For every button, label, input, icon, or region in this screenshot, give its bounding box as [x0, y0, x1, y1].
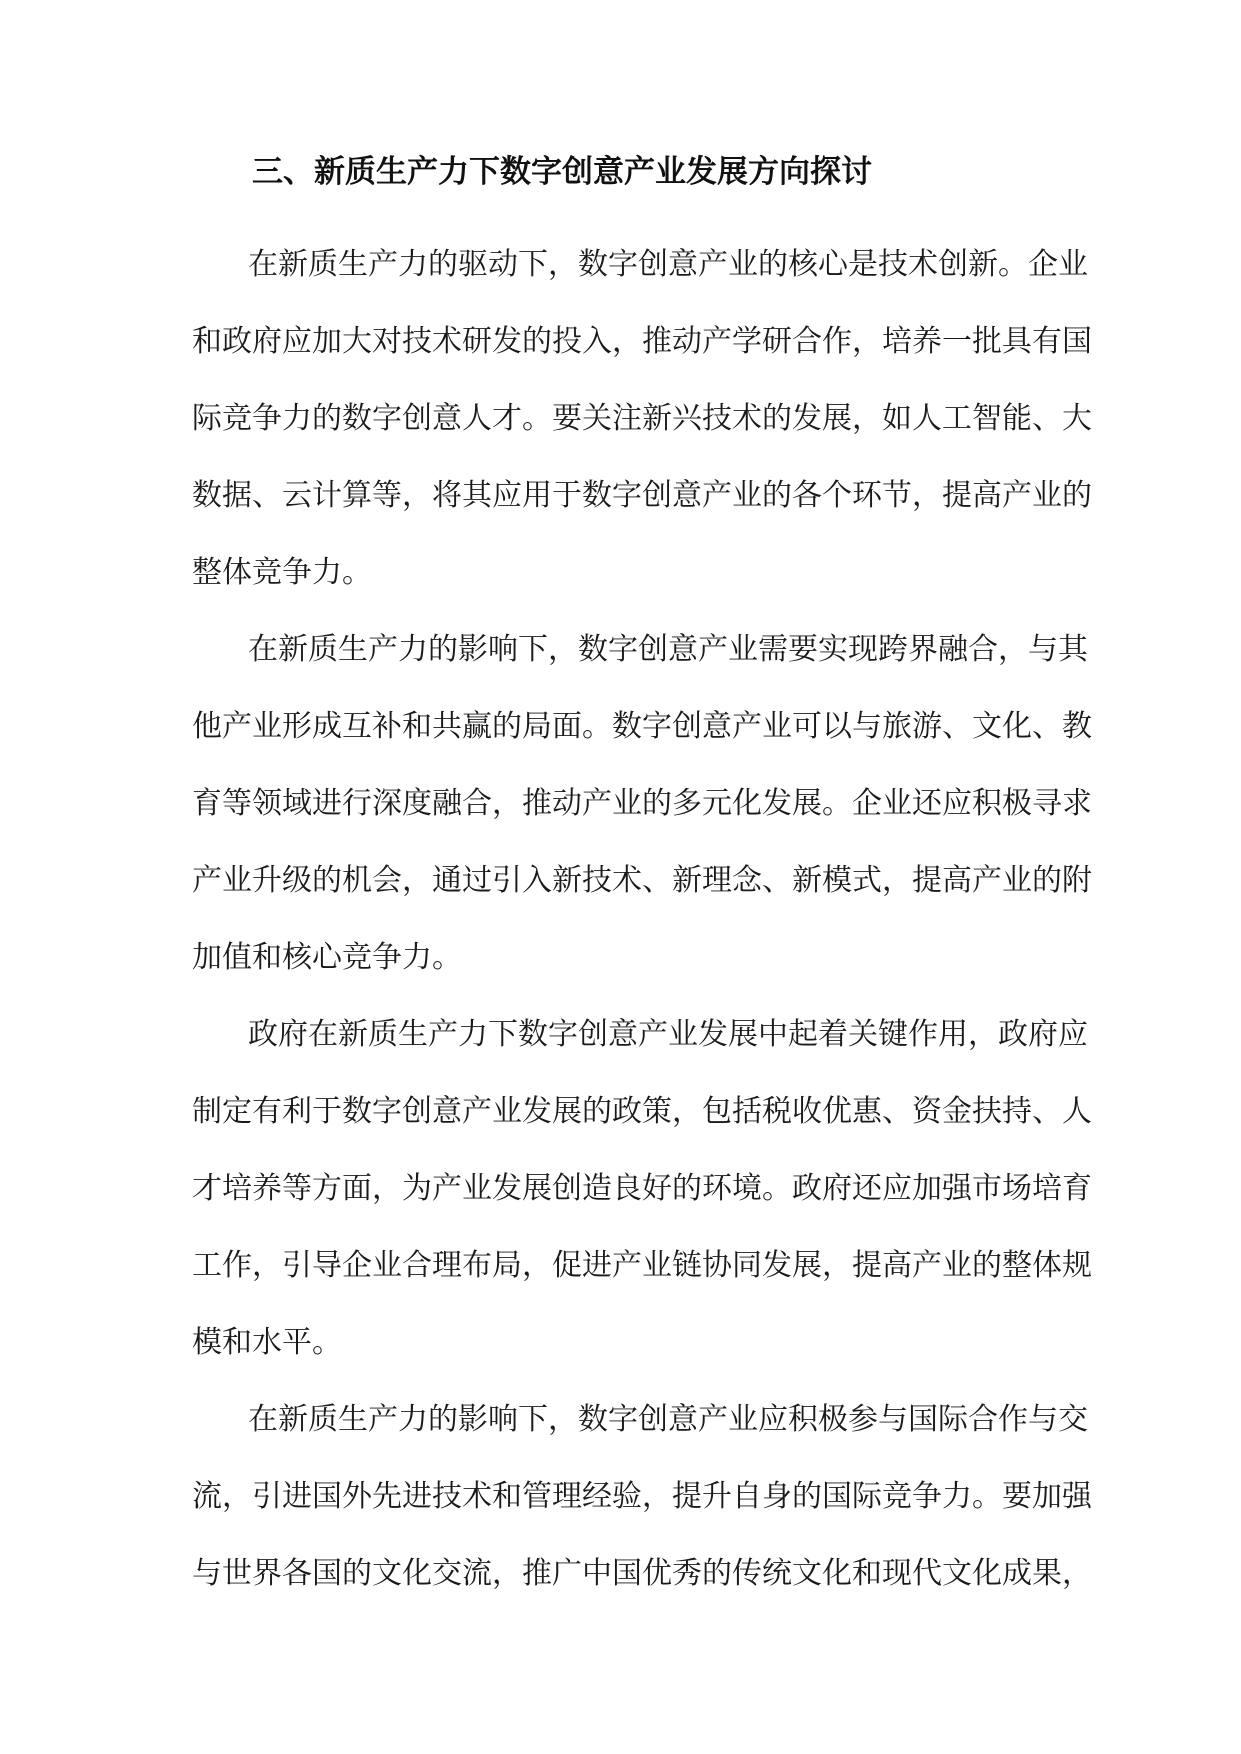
paragraph-line: 在新质生产力的影响下，数字创意产业需要实现跨界融合，与其	[248, 632, 1088, 667]
paragraph-line: 在新质生产力的驱动下，数字创意产业的核心是技术创新。企业	[248, 247, 1088, 282]
paragraph-line: 制定有利于数字创意产业发展的政策，包括税收优惠、资金扶持、人	[192, 1094, 1092, 1129]
paragraph-line: 际竞争力的数字创意人才。要关注新兴技术的发展，如人工智能、大	[192, 401, 1092, 436]
paragraph-line: 整体竞争力。	[192, 555, 372, 590]
paragraph-line: 模和水平。	[192, 1325, 342, 1360]
paragraph-line: 才培养等方面，为产业发展创造良好的环境。政府还应加强市场培育	[192, 1171, 1092, 1206]
paragraph-line: 与世界各国的文化交流，推广中国优秀的传统文化和现代文化成果，	[192, 1556, 1092, 1591]
paragraph-line: 工作，引导企业合理布局，促进产业链协同发展，提高产业的整体规	[192, 1248, 1092, 1283]
paragraph-line: 加值和核心竞争力。	[192, 940, 462, 975]
paragraph-4	[192, 1381, 1092, 1612]
paragraph-2	[192, 611, 1092, 996]
paragraph-line: 育等领域进行深度融合，推动产业的多元化发展。企业还应积极寻求	[192, 786, 1092, 821]
document-body	[192, 226, 1092, 1612]
paragraph-line: 他产业形成互补和共赢的局面。数字创意产业可以与旅游、文化、教	[192, 709, 1092, 744]
paragraph-line: 政府在新质生产力下数字创意产业发展中起着关键作用，政府应	[248, 1017, 1088, 1052]
paragraph-line: 流，引进国外先进技术和管理经验，提升自身的国际竞争力。要加强	[192, 1479, 1092, 1514]
paragraph-1	[192, 226, 1092, 611]
paragraph-line: 和政府应加大对技术研发的投入，推动产学研合作，培养一批具有国	[192, 324, 1092, 359]
paragraph-3	[192, 996, 1092, 1381]
paragraph-line: 产业升级的机会，通过引入新技术、新理念、新模式，提高产业的附	[192, 863, 1092, 898]
paragraph-line: 数据、云计算等，将其应用于数字创意产业的各个环节，提高产业的	[192, 478, 1092, 513]
section-heading: 三、新质生产力下数字创意产业发展方向探讨	[252, 154, 872, 190]
paragraph-line: 在新质生产力的影响下，数字创意产业应积极参与国际合作与交	[248, 1402, 1088, 1437]
